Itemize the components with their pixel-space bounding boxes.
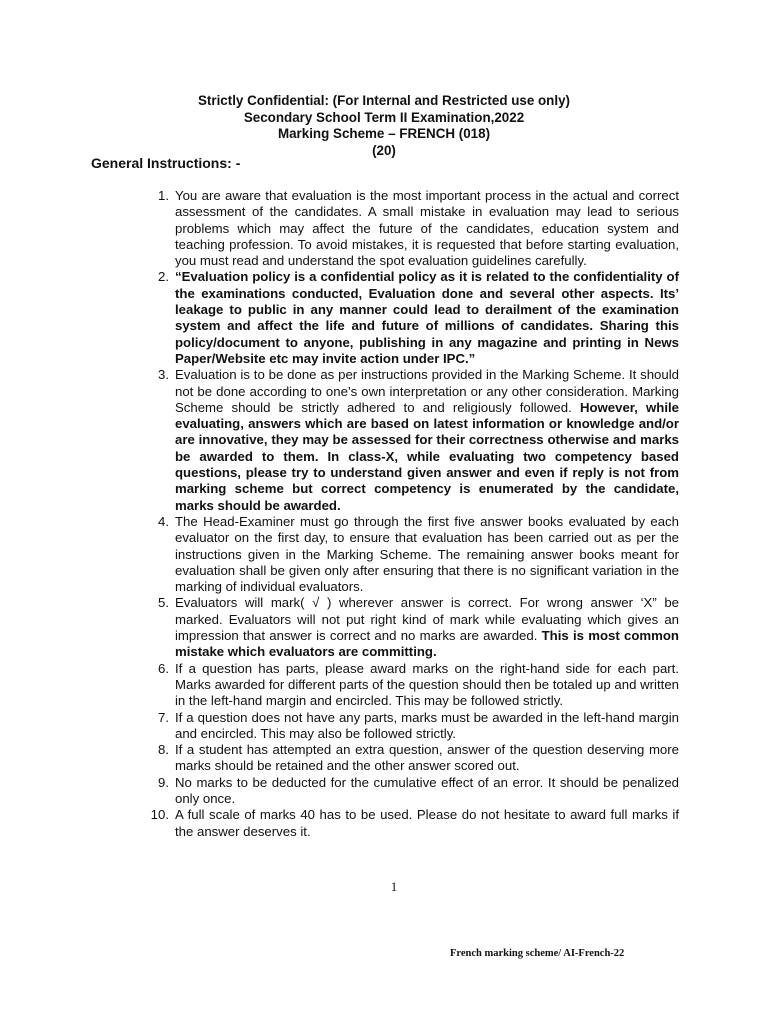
instruction-number: 6. <box>158 660 169 676</box>
instruction-text: You are aware that evaluation is the most important process in the actual and correct assessment of the candidates. A small mistake in evaluation may lead to serious problems which may affect the future of the candidates, education system and teaching profession. To avoid mistakes, it is requested that before starting evaluation, you must read and understand the spot evaluation guidelines carefully. <box>175 188 679 269</box>
instruction-text: Evaluators will mark( √ ) wherever answer is correct. For wrong answer ‘X” be marked. Evaluators will not put right kind of mark while evaluating which gives an impression that answer is correct and no marks are awarded. <box>175 595 679 644</box>
instruction-number: 4. <box>158 513 169 529</box>
instruction-item <box>142 807 679 840</box>
instruction-item <box>142 775 679 808</box>
instruction-item <box>142 269 679 367</box>
instruction-bold-text: This is most common mistake which evaluators are committing. <box>175 628 679 660</box>
instruction-number: 3. <box>158 367 169 383</box>
instructions-list <box>142 188 679 840</box>
instruction-text: Evaluation is to be done as per instructions provided in the Marking Scheme. It should not be done according to one’s own interpretation or any other consideration. Marking Scheme should be strictly adhered to and religiously followed. <box>175 367 679 415</box>
instruction-text: The Head-Examiner must go through the first five answer books evaluated by each evaluator on the first day, to ensure that evaluation has been carried out as per the instructions given in the Marking Scheme. The remaining answer books meant for evaluation shall be given only after ensuring that there is no significant variation in the marking of individual evaluators. <box>175 513 679 595</box>
document-header <box>0 93 768 159</box>
instruction-number: 1. <box>158 188 169 203</box>
total-marks: (20) <box>372 142 396 158</box>
page-footer: French marking scheme/ AI-French-22 <box>450 948 625 959</box>
instruction-number: 2. <box>158 269 169 285</box>
instruction-bold-text: “Evaluation policy is a confidential policy as it is related to the confidentiality of the examinations conducted, Evaluation done and several other aspects. Its’ leakage to public in any manner could lead to derailment of the examination system and affect the life and future of millions of candidates. Sharing this policy/document to anyone, publishing in any magazine and printing in News Paper/Website etc may invite action under IPC.” <box>175 269 679 366</box>
instruction-number: 5. <box>158 595 169 611</box>
marking-scheme-title: Marking Scheme – FRENCH (018) <box>277 126 491 141</box>
instruction-item <box>142 661 679 710</box>
instruction-number: 10. <box>150 807 169 823</box>
instruction-item <box>142 710 679 743</box>
instruction-text: If a student has attempted an extra question, answer of the question deserving more marks should be retained and the other answer scored out. <box>175 742 679 774</box>
instruction-bold-text: However, while evaluating, answers which are based on latest information or knowledge and/or are innovative, they may be assessed for their correctness otherwise and marks be awarded to them. In class-X, while evaluating two competency based questions, please try to understand given answer and even if reply is not from marking scheme but correct competency is enumerated by the candidate, marks should be awarded. <box>175 399 679 513</box>
instruction-number: 7. <box>158 709 169 725</box>
confidential-notice: Strictly Confidential: (For Internal and Restricted use only) <box>197 93 570 108</box>
instruction-number: 8. <box>158 742 169 758</box>
instruction-number: 9. <box>158 774 169 790</box>
page-number: 1 <box>390 879 398 894</box>
instruction-text: If a question has parts, please award marks on the right-hand side for each part. Marks awarded for different parts of the question should then be totaled up and written in the left-hand margin and encircled. This may be followed strictly. <box>175 660 679 709</box>
instruction-item <box>142 367 679 514</box>
instruction-item <box>142 595 679 660</box>
instruction-item <box>142 514 679 595</box>
instruction-text: If a question does not have any parts, marks must be awarded in the left-hand margin and encircled. This may also be followed strictly. <box>175 709 679 741</box>
instruction-text: A full scale of marks 40 has to be used. Please do not hesitate to award full marks if the answer deserves it. <box>175 807 679 839</box>
instruction-item <box>142 742 679 775</box>
general-instructions-heading: General Instructions: - <box>91 155 241 171</box>
instruction-text: No marks to be deducted for the cumulative effect of an error. It should be penalized only once. <box>175 774 679 806</box>
exam-title: Secondary School Term II Examination,2022 <box>243 109 525 125</box>
instruction-item <box>142 188 679 269</box>
